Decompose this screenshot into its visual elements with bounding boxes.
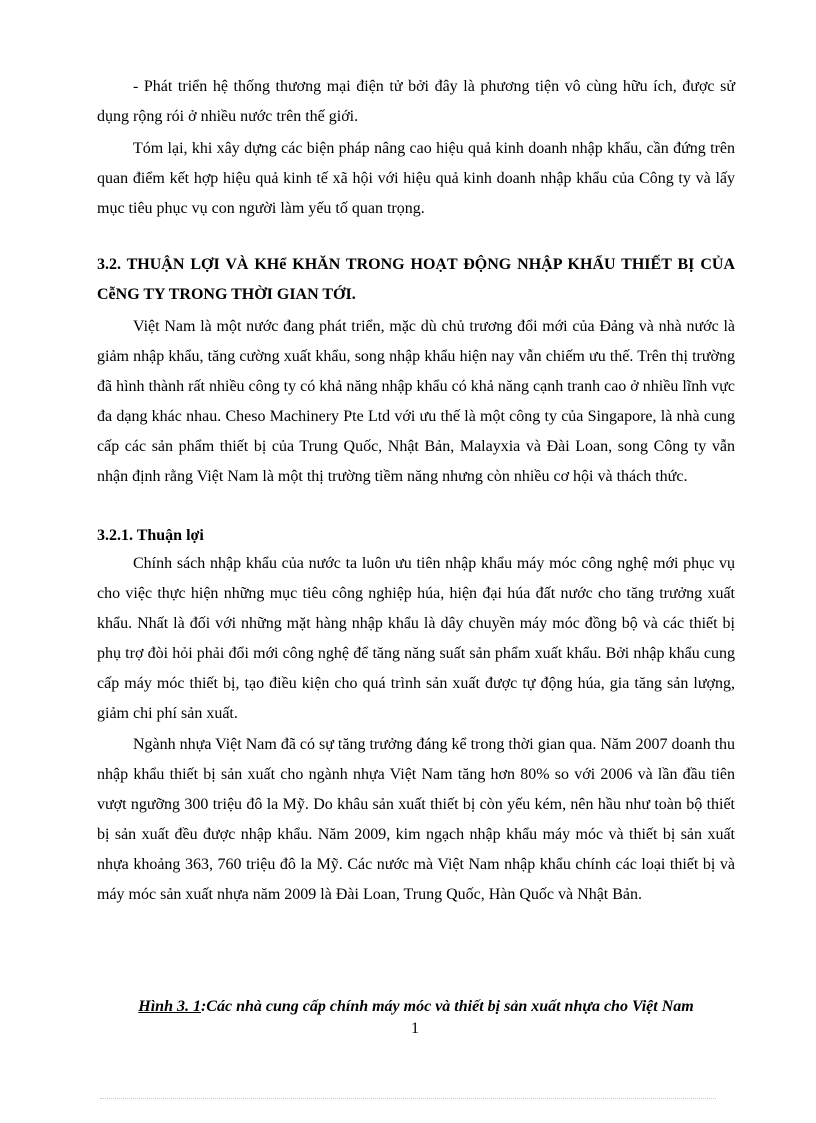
figure-caption-text: :Các nhà cung cấp chính máy móc và thiết bị sản xuất nhựa cho Việt Nam — [200, 998, 694, 1015]
figure-label: Hình 3. 1 — [138, 998, 201, 1015]
policy-paragraph: Chính sách nhập khẩu của nước ta luôn ưu tiên nhập khẩu máy móc công nghệ mới phục vụ cho việc thực hiện những mục tiêu công nghiệp húa, hiện đại húa đất nước cho tăng trưởng xuất khẩu. Nhất là đối với những mặt hàng nhập khẩu là dây chuyền máy móc đồng bộ và các thiết bị phụ trợ đòi hỏi phải đổi mới công nghệ để tăng năng suất sản phẩm xuất khẩu. Bởi nhập khẩu cung cấp máy móc thiết bị, tạo điều kiện cho quá trình sản xuất được tự động húa, gia tăng sản lượng, giảm chi phí sản xuất. — [97, 555, 735, 722]
footer-divider — [100, 1098, 716, 1099]
subsection-heading: 3.2.1. Thuận lợi — [97, 527, 204, 544]
page-number: 1 — [411, 1020, 419, 1037]
bullet-paragraph: - Phát triển hệ thống thương mại điện tử bởi đây là phương tiện vô cùng hữu ích, được sử dụng rộng rói ở nhiều nước trên thế giới. — [97, 78, 735, 125]
section-heading: 3.2. THUẬN LỢI VÀ KHể KHĂN TRONG HOẠT ĐỘNG NHẬP KHẨU THIẾT BỊ CỦA CễNG TY TRONG THỜI GIAN TỚI. — [97, 256, 735, 303]
plastic-industry-paragraph: Ngành nhựa Việt Nam đã có sự tăng trưởng đáng kể trong thời gian qua. Năm 2007 doanh thu nhập khẩu thiết bị sản xuất cho ngành nhựa Việt Nam tăng hơn 80% so với 2006 và lần đầu tiên vượt ngưỡng 300 triệu đô la Mỹ. Do khâu sản xuất thiết bị còn yếu kém, nên hầu như toàn bộ thiết bị sản xuất đều được nhập khẩu. Năm 2009, kim ngạch nhập khẩu máy móc và thiết bị sản xuất nhựa khoảng 363, 760 triệu đô la Mỹ. Các nước mà Việt Nam nhập khẩu chính các loại thiết bị và máy móc sản xuất nhựa năm 2009 là Đài Loan, Trung Quốc, Hàn Quốc và Nhật Bản. — [97, 736, 736, 903]
intro-paragraph: Việt Nam là một nước đang phát triển, mặc dù chủ trương đổi mới của Đảng và nhà nước là giảm nhập khẩu, tăng cường xuất khẩu, song nhập khẩu hiện nay vẫn chiếm ưu thế. Trên thị trường đã hình thành rất nhiều công ty có khả năng nhập khẩu có khả năng cạnh tranh cao ở nhiều lĩnh vực đa dạng khác nhau. Cheso Machinery Pte Ltd với ưu thế là một công ty của Singapore, là nhà cung cấp các sản phẩm thiết bị của Trung Quốc, Nhật Bản, Malayxia và Đài Loan, song Công ty vẫn nhận định rằng Việt Nam là một thị trường tiềm năng nhưng còn nhiều cơ hội và thách thức. — [97, 318, 735, 485]
summary-paragraph: Tóm lại, khi xây dựng các biện pháp nâng cao hiệu quả kinh doanh nhập khẩu, cần đứng trên quan điểm kết hợp hiệu quả kinh tế xã hội với hiệu quả kinh doanh nhập khẩu của Công ty và lấy mục tiêu phục vụ con người làm yếu tố quan trọng. — [97, 140, 735, 217]
